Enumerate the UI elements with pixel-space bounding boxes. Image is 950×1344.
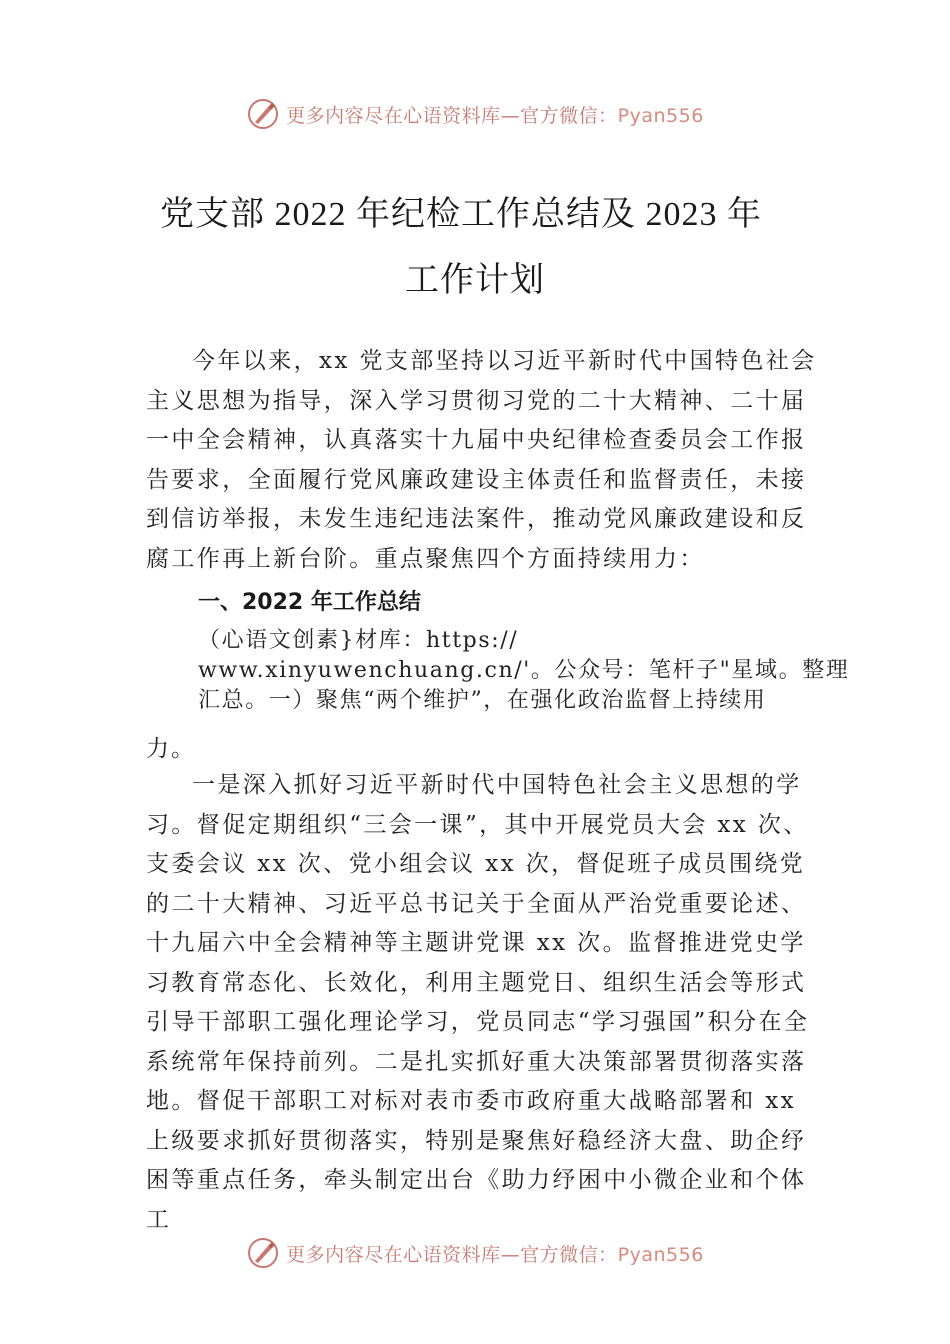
source-note-tail: 力。	[146, 736, 196, 762]
watermark-text	[286, 101, 704, 128]
watermark-text	[286, 1240, 704, 1267]
intro-paragraph-block	[146, 342, 826, 579]
footer-watermark	[0, 1233, 950, 1273]
watermark-wechat-id: Pyan556	[617, 104, 704, 127]
source-note-line-1: （心语文创素}材库：https://	[198, 628, 519, 653]
document-title-line-1: 党支部 2022 年纪检工作总结及 2023 年	[160, 196, 762, 233]
document-title-line-2: 工作计划	[405, 262, 545, 299]
header-watermark	[0, 94, 950, 134]
source-note-line-3: 汇总。一）聚焦“两个维护”，在强化政治监督上持续用	[198, 688, 767, 713]
intro-paragraph: 今年以来，xx 党支部坚持以习近平新时代中国特色社会主义思想为指导，深入学习贯彻习党的二十大精神、二十届一中全会精神，认真落实十九届中央纪律检查委员会工作报告要求，全面履行党风廉政建设主体责任和监督责任，未接到信访举报，未发生违纪违法案件，推动党风廉政建设和反腐工作再上新台阶。重点聚焦四个方面持续用力：	[146, 348, 817, 572]
body-paragraph: 一是深入抓好习近平新时代中国特色社会主义思想的学习。督促定期组织“三会一课”，其中开展党员大会 xx 次、支委会议 xx 次、党小组会议 xx 次，督促班子成员围绕党的二十大精神、习近平总书记关于全面从严治党重要论述、十九届六中全会精神等主题讲党课 xx 次。监督推进党史学习教育常态化、长效化，利用主题党日、组织生活会等形式引导干部职工强化理论学习，党员同志“学习强国”积分在全系统常年保持前列。二是扎实抓好重大决策部署贯彻落实落地。督促干部职工对标对表市委市政府重大战略部署和 xx 上级要求抓好贯彻落实，特别是聚焦好稳经济大盘、助企纾困等重点任务，牵头制定出台《助力纾困中小微企业和个体工	[146, 772, 810, 1233]
source-note-line-2: www.xinyuwenchuang.cn/'。公众号：笔杆子"星域。整理	[198, 658, 850, 683]
body-paragraph-block	[146, 766, 826, 1240]
watermark-main-text: 更多内容尽在心语资料库—官方微信：	[286, 104, 618, 127]
pen-logo-icon	[246, 97, 280, 131]
section-heading: 一、2022 年工作总结	[198, 590, 421, 615]
watermark-main-text: 更多内容尽在心语资料库—官方微信：	[286, 1243, 618, 1266]
source-note	[198, 626, 850, 716]
watermark-wechat-id: Pyan556	[617, 1243, 704, 1266]
pen-logo-icon	[246, 1236, 280, 1270]
